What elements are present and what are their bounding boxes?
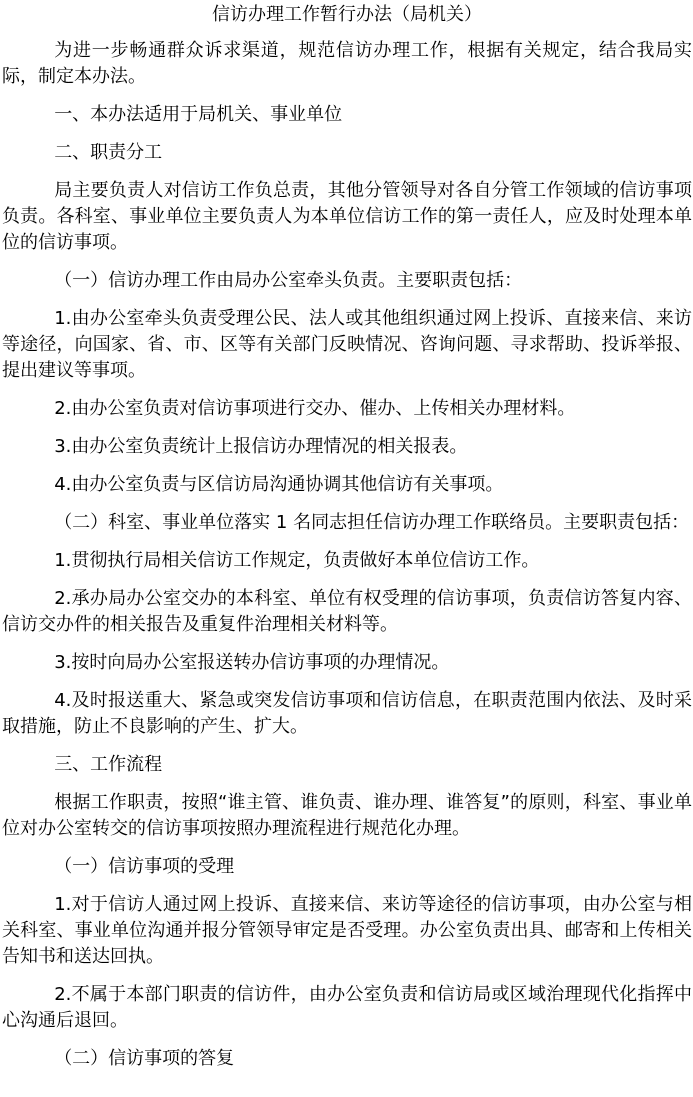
paragraph-acceptance-1: 1.对于信访人通过网上投诉、直接来信、来访等途径的信访事项，由办公室与相关科室、事业单位沟通并报分管领导审定是否受理。办公室负责出具、邮寄和上传相关告知书和送达回执。 (2, 894, 692, 967)
paragraph-office-duty-2: 2.由办公室负责对信访事项进行交办、催办、上传相关办理材料。 (54, 398, 576, 419)
paragraph-office-duty-3: 3.由办公室负责统计上报信访办理情况的相关报表。 (54, 436, 468, 457)
paragraph-workflow-principle: 根据工作职责，按照“谁主管、谁负责、谁办理、谁答复”的原则，科室、事业单位对办公室转交的信访事项按照办理流程进行规范化办理。 (2, 792, 692, 839)
paragraph-liaison-duty-1: 1.贯彻执行局相关信访工作规定，负责做好本单位信访工作。 (54, 550, 540, 571)
paragraph-workflow-heading: 三、工作流程 (54, 754, 163, 775)
paragraph-duties-overview: 局主要负责人对信访工作负总责，其他分管领导对各自分管工作领域的信访事项负责。各科室、事业单位主要负责人为本单位信访工作的第一责任人，应及时处理本单位的信访事项。 (2, 180, 692, 253)
paragraph-liaison-heading: （二）科室、事业单位落实 1 名同志担任信访办理工作联络员。主要职责包括： (54, 512, 690, 533)
paragraph-acceptance-2: 2.不属于本部门职责的信访件，由办公室负责和信访局或区域治理现代化指挥中心沟通后退回。 (2, 984, 692, 1031)
paragraph-liaison-duty-4: 4.及时报送重大、紧急或突发信访事项和信访信息，在职责范围内依法、及时采取措施，防止不良影响的产生、扩大。 (2, 690, 692, 737)
paragraph-intro: 为进一步畅通群众诉求渠道，规范信访办理工作，根据有关规定，结合我局实际，制定本办法。 (2, 40, 692, 87)
document-title: 信访办理工作暂行办法（局机关） (212, 4, 482, 25)
paragraph-acceptance-heading: （一）信访事项的受理 (54, 856, 235, 877)
paragraph-duties-heading: 二、职责分工 (54, 142, 163, 163)
paragraph-scope-heading: 一、本办法适用于局机关、事业单位 (54, 104, 343, 125)
paragraph-office-duties-heading: （一）信访办理工作由局办公室牵头负责。主要职责包括： (54, 270, 523, 291)
paragraph-liaison-duty-2: 2.承办局办公室交办的本科室、单位有权受理的信访事项，负责信访答复内容、信访交办件的相关报告及重复件治理相关材料等。 (2, 588, 692, 635)
paragraph-office-duty-1: 1.由办公室牵头负责受理公民、法人或其他组织通过网上投诉、直接来信、来访等途径，向国家、省、市、区等有关部门反映情况、咨询问题、寻求帮助、投诉举报、提出建议等事项。 (2, 308, 692, 381)
paragraph-liaison-duty-3: 3.按时向局办公室报送转办信访事项的办理情况。 (54, 652, 450, 673)
paragraph-office-duty-4: 4.由办公室负责与区信访局沟通协调其他信访有关事项。 (54, 474, 504, 495)
paragraph-reply-heading: （二）信访事项的答复 (54, 1048, 235, 1069)
document (2, 0, 692, 1084)
